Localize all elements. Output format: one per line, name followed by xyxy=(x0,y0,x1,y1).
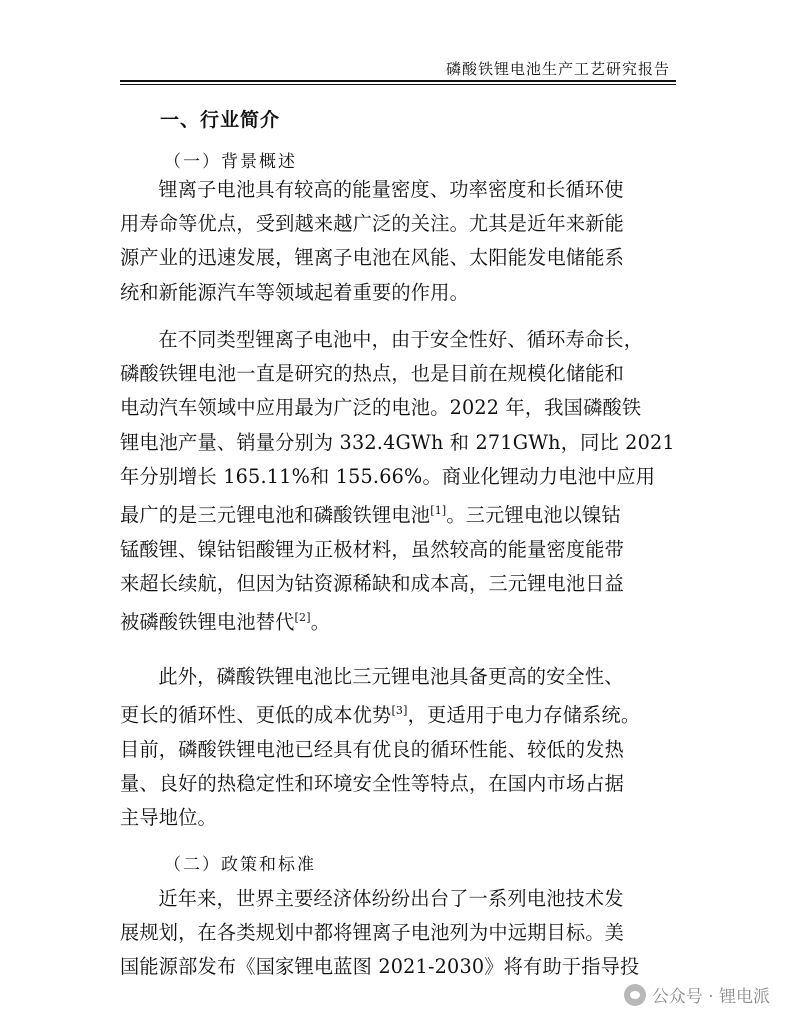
wechat-icon xyxy=(624,984,646,1006)
paragraph-line: 统和新能源汽车等领域起着重要的作用。 xyxy=(120,280,469,304)
paragraph-line: 锂离子电池具有较高的能量密度、功率密度和长循环使 xyxy=(158,178,624,201)
header-rule-thin xyxy=(120,84,676,85)
paragraph-line: 国能源部发布《国家锂电蓝图 2021-2030》将有助于指导投 xyxy=(120,955,640,979)
paragraph-line: 来超长续航，但因为钴资源稀缺和成本高，三元锂电池日益 xyxy=(120,571,625,595)
watermark xyxy=(624,982,770,1007)
paragraph-line: 用寿命等优点，受到越来越广泛的关注。尤其是近年来新能 xyxy=(120,212,625,236)
paragraph-policy xyxy=(120,882,676,985)
subsection-heading-background: （一）背景概述 xyxy=(164,152,297,172)
paragraph-line: 被磷酸铁锂电池替代[2]。 xyxy=(120,610,331,634)
paragraph-line: 在不同类型锂离子电池中，由于安全性好、循环寿命长， xyxy=(158,328,644,351)
paragraph-line: 量、良好的热稳定性和环境安全性等特点，在国内市场占据 xyxy=(120,772,625,795)
paragraph-line: 锰酸锂、镍钴铝酸锂为正极材料，虽然较高的能量密度能带 xyxy=(120,537,625,561)
paragraph-line: 主导地位。 xyxy=(120,806,217,830)
citation-marker: [2] xyxy=(294,611,311,625)
citation-marker: [1] xyxy=(430,504,447,518)
paragraph-line: 目前，磷酸铁锂电池已经具有优良的循环性能、较低的发热 xyxy=(120,737,625,761)
paragraph-line: 磷酸铁锂电池一直是研究的热点，也是目前在规模化储能和 xyxy=(120,362,625,386)
header-rule xyxy=(120,80,676,82)
paragraph-line: 展规划，在各类规划中都将锂离子电池列为中远期目标。美 xyxy=(120,921,625,945)
paragraph-line: 年分别增长 165.11%和 155.66%。商业化锂动力电池中应用 xyxy=(120,464,656,488)
paragraph-line: 此外，磷酸铁锂电池比三元锂电池具备更高的安全性、 xyxy=(158,665,624,688)
paragraph-advantages xyxy=(120,660,676,835)
paragraph-lfp-research xyxy=(120,323,676,640)
paragraph-intro xyxy=(120,173,676,310)
paragraph-line: 近年来，世界主要经济体纷纷出台了一系列电池技术发 xyxy=(158,887,624,910)
report-title: 磷酸铁锂电池生产工艺研究报告 xyxy=(445,60,670,78)
citation-marker: [3] xyxy=(391,704,408,718)
watermark-text: 公众号 · 锂电派 xyxy=(651,987,770,1007)
paragraph-line: 电动汽车领域中应用最为广泛的电池。2022 年，我国磷酸铁 xyxy=(120,396,642,420)
paragraph-line: 源产业的迅速发展，锂离子电池在风能、太阳能发电储能系 xyxy=(120,246,625,270)
paragraph-line: 更长的循环性、更低的成本优势[3]，更适用于电力存储系统。 xyxy=(120,703,641,727)
subsection-heading-policy: （二）政策和标准 xyxy=(164,855,316,875)
paragraph-line: 最广的是三元锂电池和磷酸铁锂电池[1]。三元锂电池以镍钴 xyxy=(120,503,621,527)
paragraph-line: 锂电池产量、销量分别为 332.4GWh 和 271GWh，同比 2021 xyxy=(120,430,675,454)
section-heading: 一、行业简介 xyxy=(160,109,281,131)
